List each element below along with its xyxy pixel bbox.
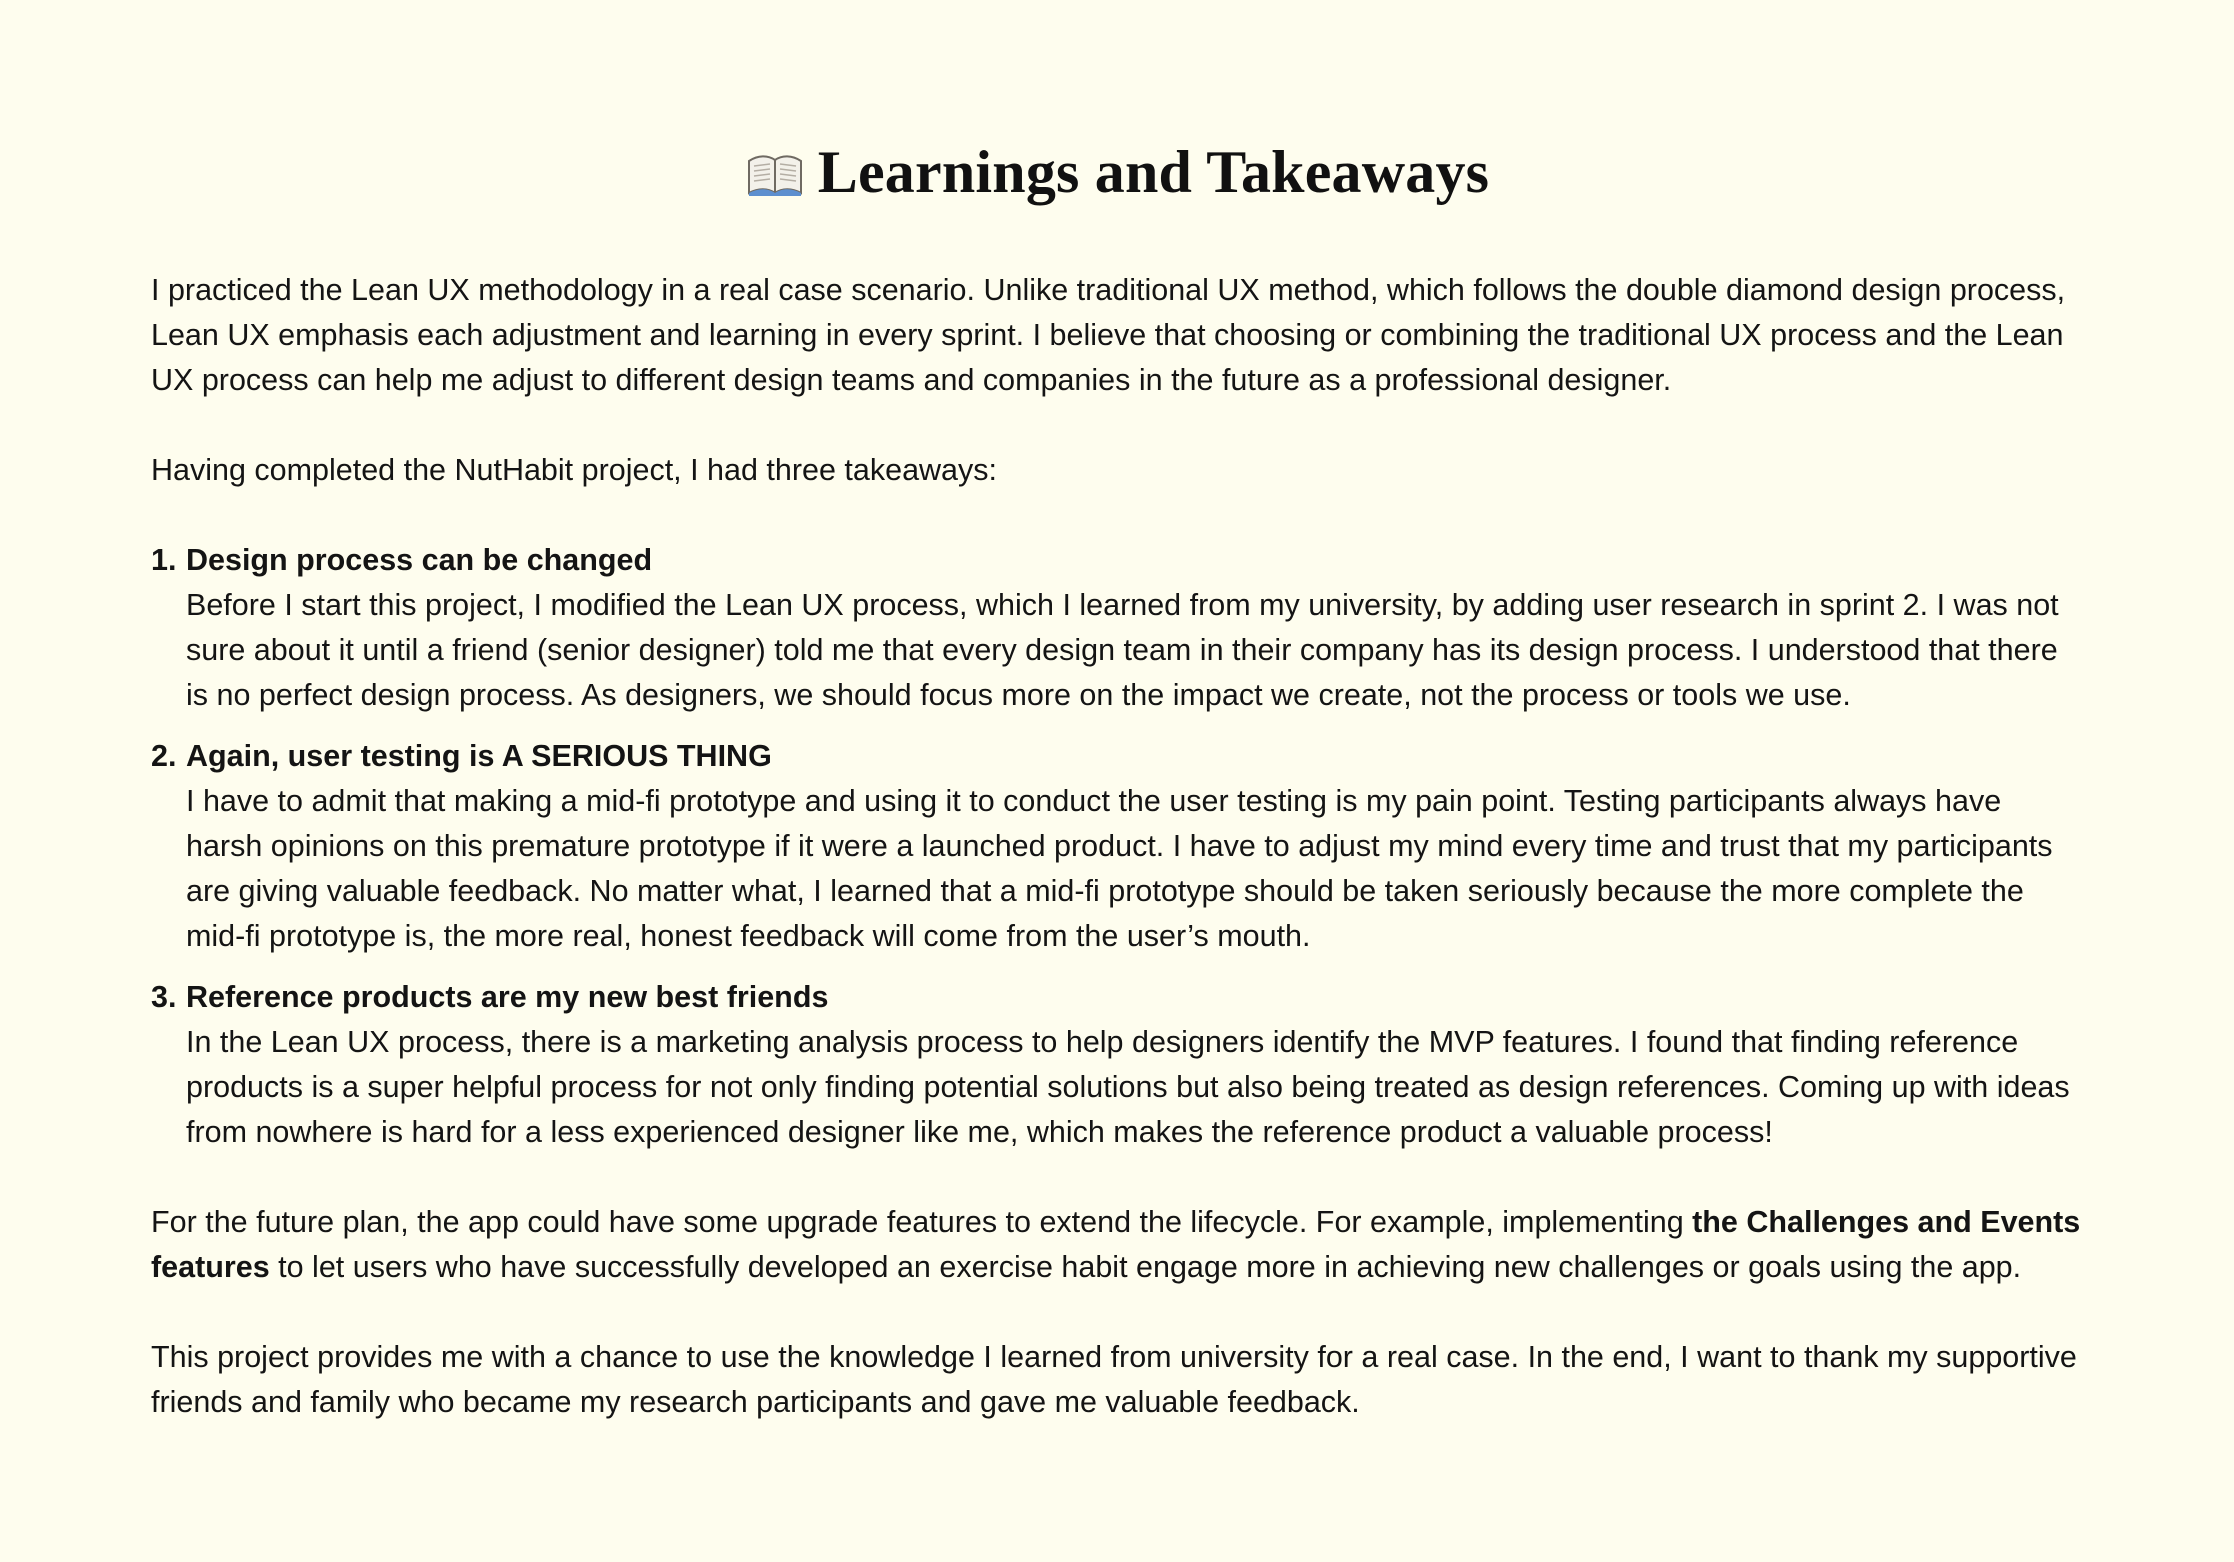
closing-paragraph: This project provides me with a chance to use the knowledge I learned from university for a real case. In the end, I want to thank my supportive friends and family who became my research participants and gave me valuable feedback. — [151, 1340, 2077, 1419]
takeaway-body: I have to admit that making a mid-fi prototype and using it to conduct the user testing is my pain point. Testing participants always have harsh opinions on this premature prototype if it were a launched product. I have to adjust my mind every time and trust that my participants are giving valuable feedback. No matter what, I learned that a mid-fi prototype should be taken seriously because the more complete the mid-fi prototype is, the more real, honest feedback will come from the user’s mouth. — [186, 784, 2053, 953]
takeaway-body: In the Lean UX process, there is a marketing analysis process to help designers identify the MVP features. I found that finding reference products is a super helpful process for not only finding potential solutions but also being treated as design references. Coming up with ideas from nowhere is hard for a less experienced designer like me, which makes the reference product a valuable process! — [186, 1025, 2070, 1149]
page-title — [151, 128, 2084, 216]
future-plan-paragraph — [151, 1200, 2084, 1290]
future-plan-text-end: to let users who have successfully developed an exercise habit engage more in achieving new challenges or goals using the app. — [269, 1250, 2022, 1284]
takeaways-lead: Having completed the NutHabit project, I had three takeaways: — [151, 453, 997, 487]
takeaway-number: 1. — [151, 543, 177, 577]
takeaway-title: Reference products are my new best friends — [186, 980, 829, 1014]
page-title-text: Learnings and Takeaways — [817, 139, 1490, 205]
takeaway-number: 2. — [151, 739, 177, 773]
list-item — [151, 734, 2084, 959]
list-item — [151, 975, 2084, 1155]
list-item — [151, 538, 2084, 718]
takeaway-heading — [151, 975, 2084, 1020]
takeaway-number: 3. — [151, 980, 177, 1014]
future-plan-text-start: For the future plan, the app could have some upgrade features to extend the lifecycle. For example, implementing — [151, 1205, 1693, 1239]
open-book-icon — [746, 152, 804, 196]
takeaway-title: Again, user testing is A SERIOUS THING — [186, 739, 772, 773]
intro-paragraph: I practiced the Lean UX methodology in a real case scenario. Unlike traditional UX method, which follows the double diamond design process, Lean UX emphasis each adjustment and learning in every sprint. I believe that choosing or combining the traditional UX process and the Lean UX process can help me adjust to different design teams and companies in the future as a professional designer. — [151, 273, 2066, 397]
takeaway-heading — [151, 538, 2084, 583]
takeaways-list — [151, 538, 2084, 1155]
takeaway-heading — [151, 734, 2084, 779]
takeaway-title: Design process can be changed — [186, 543, 653, 577]
future-plan-highlight: the Challenges and Events features — [151, 1205, 2081, 1284]
takeaway-body: Before I start this project, I modified the Lean UX process, which I learned from my university, by adding user research in sprint 2. I was not sure about it until a friend (senior designer) told me that every design team in their company has its design process. I understood that there is no perfect design process. As designers, we should focus more on the impact we create, not the process or tools we use. — [186, 588, 2059, 712]
